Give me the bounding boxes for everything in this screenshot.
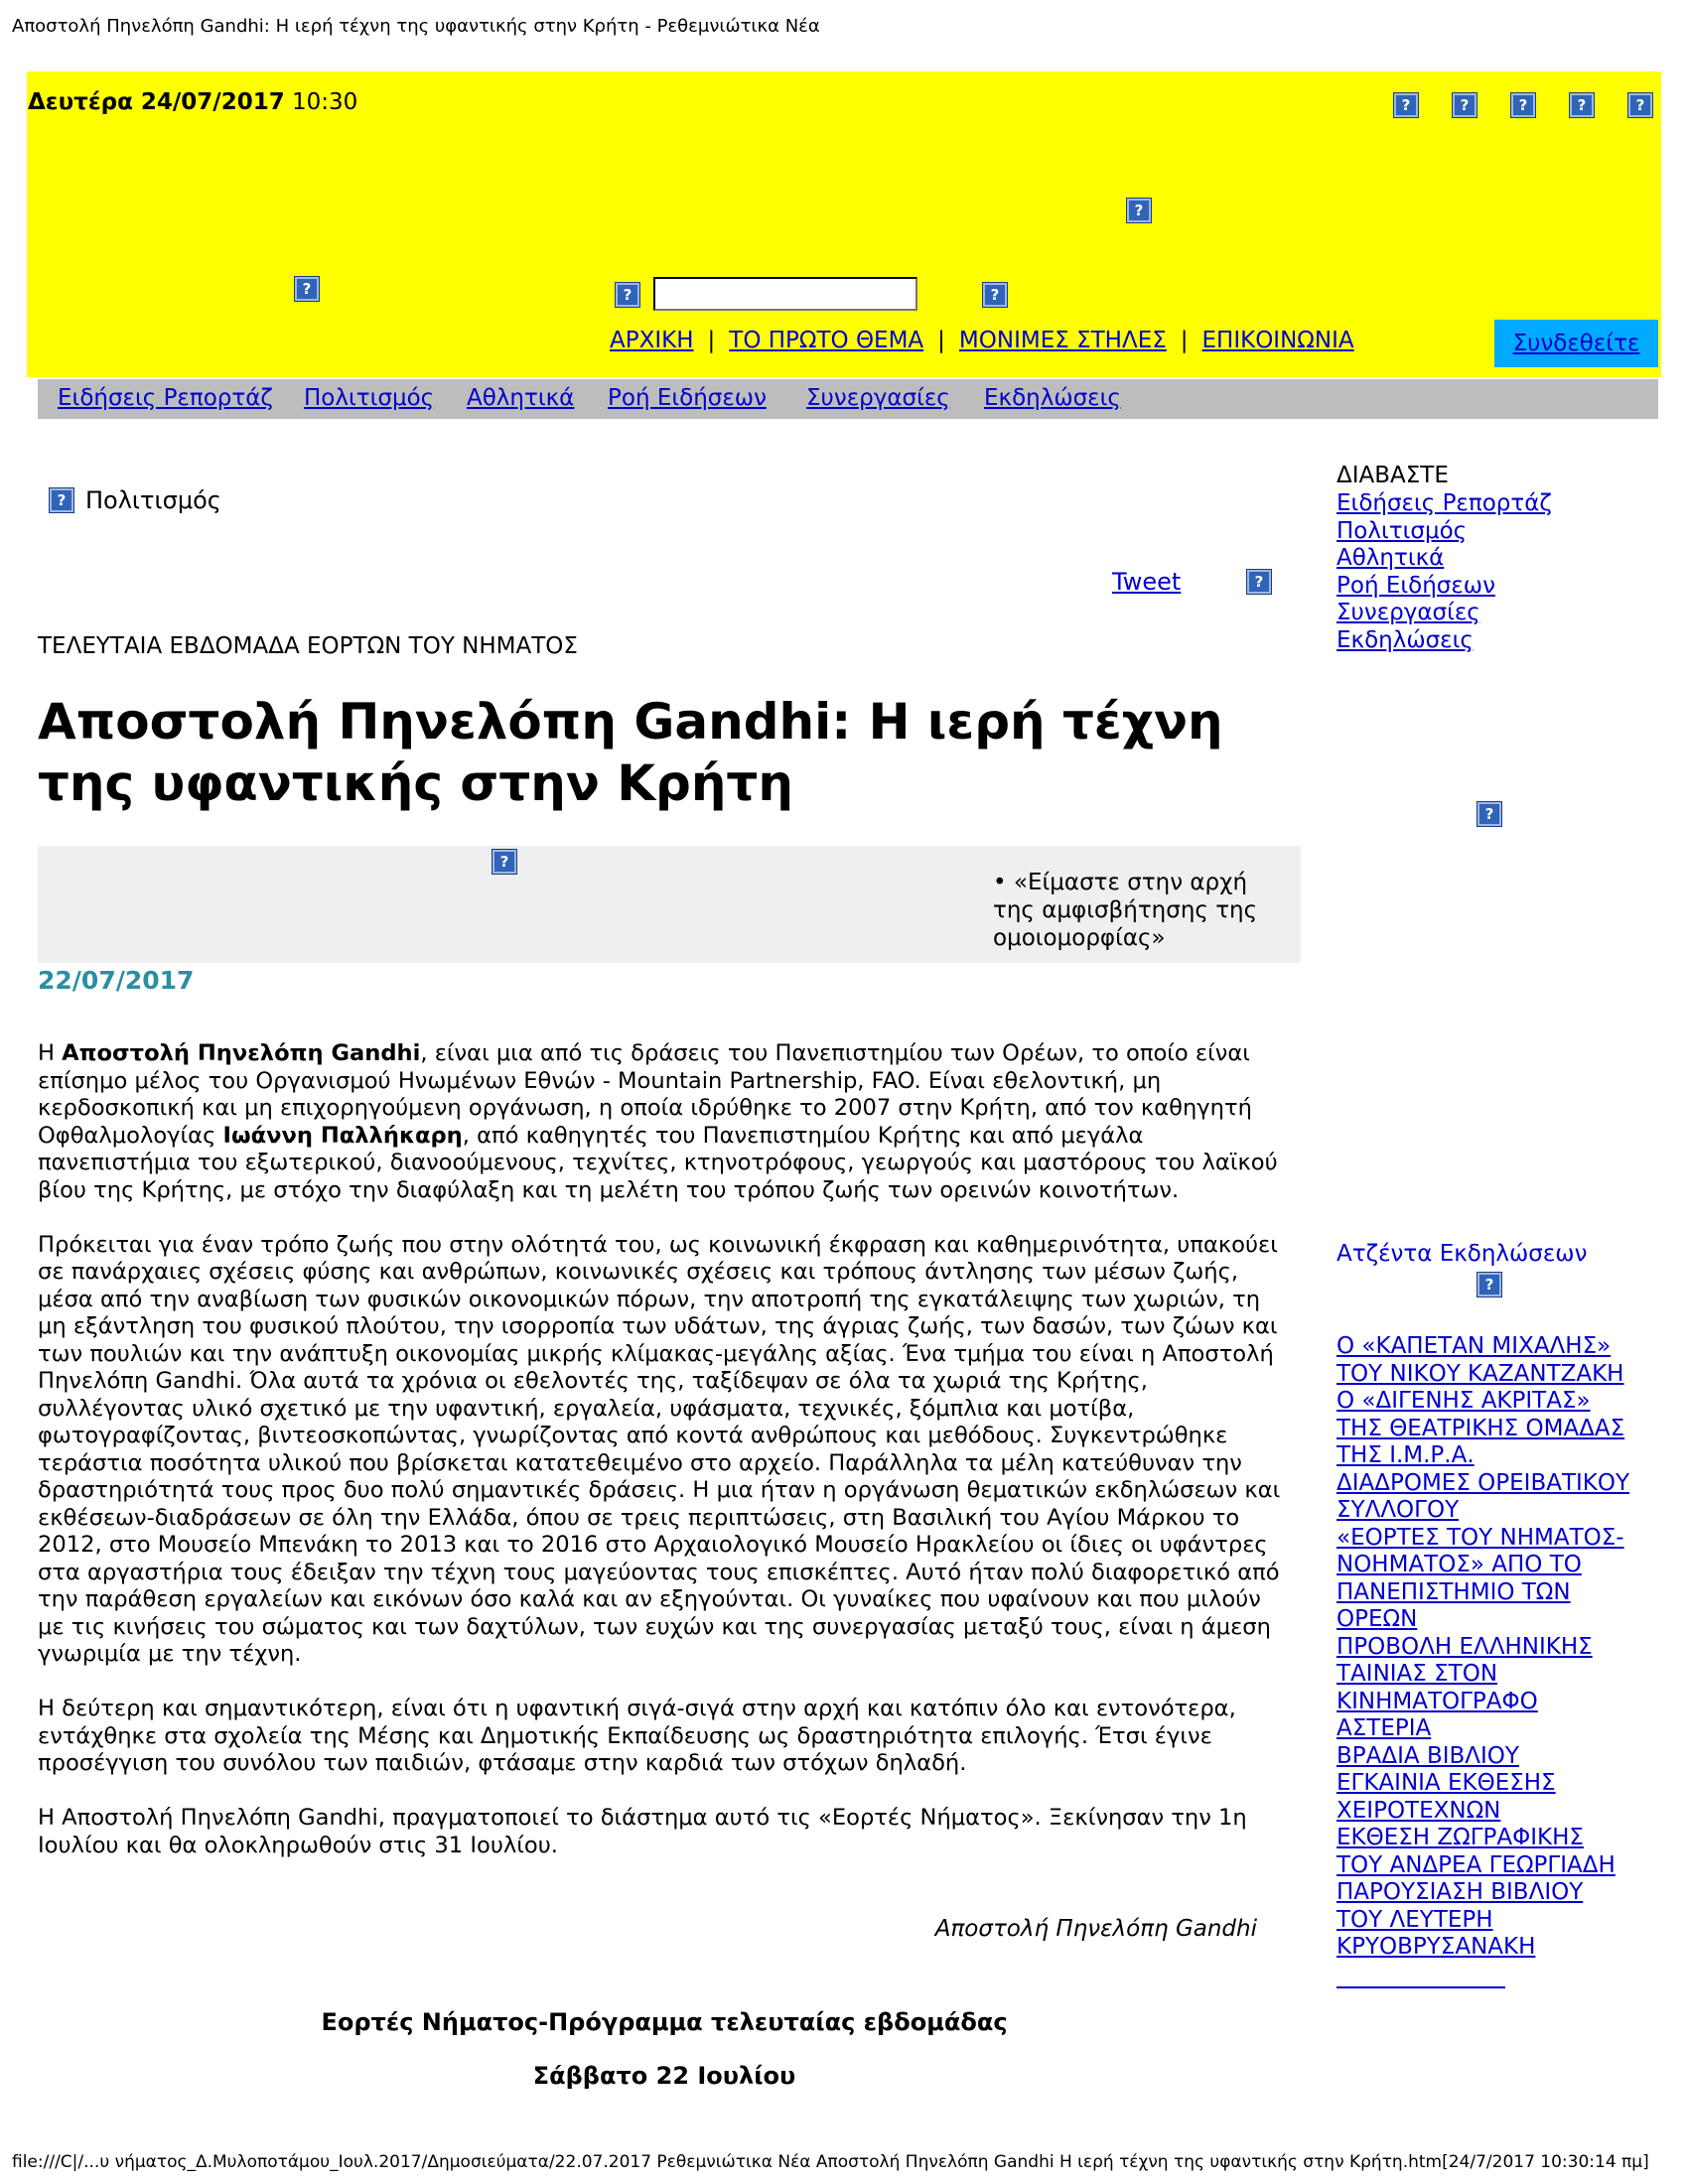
agenda-item[interactable]: ΠΡΟΒΟΛΗ ΕΛΛΗΝΙΚΗΣ ΤΑΙΝΙΑΣ ΣΤΟΝ ΚΙΝΗΜΑΤΟΓΡΑΦΟ ΑΣΤΕΡΙΑ xyxy=(1336,1633,1593,1741)
paragraph: Η δεύτερη και σημαντικότερη, είναι ότι η υφαντική σιγά-σιγά στην αρχή και κατόπιν όλο και εντονότερα, εντάχθηκε στα σχολεία της Μέσης και Δημοτικής Εκπαίδευσης ως δραστηριότητα επιλογής. Έτσι έγινε προσέγγιση του συνόλου των παιδιών, φτάσαμε στην καρδιά των στόχων δηλαδή. xyxy=(38,1696,1236,1776)
agenda-list xyxy=(1336,1333,1634,1988)
broken-image-icon: ? xyxy=(295,277,319,301)
agenda-item[interactable]: ΔΙΑΔΡΟΜΕΣ ΟΡΕΙΒΑΤΙΚΟΥ ΣΥΛΛΟΓΟΥ xyxy=(1336,1469,1630,1523)
agenda-item[interactable]: ΕΓΚΑΙΝΙΑ ΕΚΘΕΣΗΣ ΧΕΙΡΟΤΕΧΝΩΝ xyxy=(1336,1770,1556,1824)
broken-image-icon[interactable]: ? xyxy=(1453,93,1477,117)
broken-image-icon[interactable]: ? xyxy=(616,283,639,307)
broken-image-icon[interactable]: ? xyxy=(1247,570,1271,594)
sidebar-read-heading: ΔΙΑΒΑΣΤΕ xyxy=(1336,463,1449,488)
article-kicker: ΤΕΛΕΥΤΑΙΑ ΕΒΔΟΜΑΔΑ ΕΟΡΤΩΝ ΤΟΥ ΝΗΜΑΤΟΣ xyxy=(38,633,578,659)
paragraph-text: , είναι μια από τις δράσεις του Πανεπιστημίου των Ορέων, το οποίο είναι επίσημο μέλος του Οργανισμού Ηνωμένων Εθνών - Mountain Partnership, FAO. Είναι εθελοντική, μη κερδοσκοπική και μη επιχορηγούμενη οργάνωση, η οποία ιδρύθηκε το 2007 στην Κρήτη, από τον καθηγητή Οφθαλμολογίας xyxy=(38,1040,1252,1149)
category-collaborations[interactable]: Συνεργασίες xyxy=(806,385,950,411)
lead-quote: • «Είμαστε στην αρχή της αμφισβήτησης της ομοιομορφίας» xyxy=(993,870,1258,951)
paragraph-bold: Αποστολή Πηνελόπη Gandhi xyxy=(62,1040,421,1066)
category-events[interactable]: Εκδηλώσεις xyxy=(984,385,1121,411)
page-print-header: Αποστολή Πηνελόπη Gandhi: Η ιερή τέχνη της υφαντικής στην Κρήτη - Ρεθεμνιώτικα Νέα xyxy=(12,16,820,37)
nav-separator: | xyxy=(937,328,945,353)
sidebar-link-news-feed[interactable]: Ροή Ειδήσεων xyxy=(1336,572,1495,599)
sidebar-link-events[interactable]: Εκδηλώσεις xyxy=(1336,626,1474,653)
tweet-button[interactable]: Tweet xyxy=(1112,568,1182,596)
login-button[interactable]: Συνδεθείτε xyxy=(1494,320,1658,367)
agenda-item[interactable]: ΠΑΡΟΥΣΙΑΣΗ ΒΙΒΛΙΟΥ ΤΟΥ ΛΕΥΤΕΡΗ ΚΡΥΟΒΡΥΣΑΝΑΚΗ xyxy=(1336,1879,1584,1960)
search-input[interactable] xyxy=(653,277,917,311)
page-print-footer: file:///C|/...υ νήματος_Δ.Μυλοποτάμου_Ιουλ.2017/Δημοσιεύματα/22.07.2017 Ρεθεμνιώτικα Νέα Αποστολή Πηνελόπη Gandhi Η ιερή τέχνη της υφαντικής στην Κρήτη.htm[24/7/2017 10:30:14 πμ] xyxy=(12,2152,1649,2172)
lead-quote-text: «Είμαστε στην αρχή της αμφισβήτησης της ομοιομορφίας» xyxy=(993,870,1258,951)
category-bar xyxy=(38,379,1658,419)
paragraph-text: , από καθηγητές του Πανεπιστημίου Κρήτης και από μεγάλα πανεπιστήμια του εξωτερικού, διανοούμενους, τεχνίτες, κτηνοτρόφους, γεωργούς και μαστόρους του λαϊκού βίου της Κρήτης, με στόχο την διαφύλαξη και τη μελέτη του τρόπου ζωής των ορεινών κοινοτήτων. xyxy=(38,1122,1278,1203)
program-day: Σάββατο 22 Ιουλίου xyxy=(532,2062,796,2090)
agenda-item[interactable]: «ΕΟΡΤΕΣ ΤΟΥ ΝΗΜΑΤΟΣ-ΝΟΗΜΑΤΟΣ» ΑΠΟ ΤΟ ΠΑΝΕΠΙΣΤΗΜΙΟ ΤΩΝ ΟΡΕΩΝ xyxy=(1336,1524,1624,1632)
program-heading xyxy=(38,1995,1291,2103)
agenda-item[interactable]: Ο «ΔΙΓΕΝΗΣ ΑΚΡΙΤΑΣ» ΤΗΣ ΘΕΑΤΡΙΚΗΣ ΟΜΑΔΑΣ ΤΗΣ Ι.Μ.Ρ.Α. xyxy=(1336,1388,1625,1468)
sidebar-link-news[interactable]: Ειδήσεις Ρεπορτάζ xyxy=(1336,490,1552,516)
category-culture[interactable]: Πολιτισμός xyxy=(304,385,435,411)
article-signature: Αποστολή Πηνελόπη Gandhi xyxy=(934,1916,1257,1942)
paragraph xyxy=(38,1040,1291,1204)
paragraph-text: Η xyxy=(38,1040,63,1066)
nav-separator: | xyxy=(1180,328,1189,353)
nav-home[interactable]: ΑΡΧΙΚΗ xyxy=(610,328,694,353)
broken-image-icon: ? xyxy=(492,850,516,874)
nav-columns[interactable]: ΜΟΝΙΜΕΣ ΣΤΗΛΕΣ xyxy=(958,328,1167,353)
nav-separator: | xyxy=(707,328,716,353)
article-title: Αποστολή Πηνελόπη Gandhi: Η ιερή τέχνη της υφαντικής στην Κρήτη xyxy=(38,693,1223,812)
category-sports[interactable]: Αθλητικά xyxy=(467,385,575,411)
broken-image-icon[interactable]: ? xyxy=(1511,93,1535,117)
paragraph: Η Αποστολή Πηνελόπη Gandhi, πραγματοποιεί το διάστημα αυτό τις «Εορτές Νήματος». Ξεκίνησαν την 1η Ιουλίου και θα ολοκληρωθούν στις 31 Ιουλίου. xyxy=(38,1805,1247,1858)
category-news[interactable]: Ειδήσεις Ρεπορτάζ xyxy=(58,385,273,411)
agenda-more-link[interactable] xyxy=(1336,1962,1505,1988)
article-body xyxy=(38,1040,1291,1887)
nav-contact[interactable]: ΕΠΙΚΟΙΝΩΝΙΑ xyxy=(1201,328,1354,353)
broken-image-icon[interactable]: ? xyxy=(1628,93,1652,117)
header-date-day: Δευτέρα 24/07/2017 xyxy=(28,89,285,115)
sidebar-link-culture[interactable]: Πολιτισμός xyxy=(1336,517,1468,544)
article-date: 22/07/2017 xyxy=(38,966,195,995)
program-title: Εορτές Νήματος-Πρόγραμμα τελευταίας εβδομάδας xyxy=(321,2008,1008,2036)
header-date xyxy=(28,89,357,115)
section-label: Πολιτισμός xyxy=(85,486,221,514)
broken-image-icon: ? xyxy=(1477,802,1501,826)
sidebar-read-links xyxy=(1336,490,1552,654)
nav-top-story[interactable]: ΤΟ ΠΡΩΤΟ ΘΕΜΑ xyxy=(729,328,924,353)
category-news-feed[interactable]: Ροή Ειδήσεων xyxy=(608,385,767,411)
broken-image-icon[interactable]: ? xyxy=(1394,93,1418,117)
top-nav xyxy=(610,328,1354,353)
paragraph-bold: Ιωάννη Παλλήκαρη xyxy=(222,1122,463,1149)
broken-image-icon: ? xyxy=(1127,199,1151,222)
broken-image-icon[interactable]: ? xyxy=(983,283,1007,307)
agenda-item[interactable]: ΒΡΑΔΙΑ ΒΙΒΛΙΟΥ xyxy=(1336,1742,1519,1769)
sidebar-link-collaborations[interactable]: Συνεργασίες xyxy=(1336,600,1480,625)
agenda-item[interactable]: Ο «ΚΑΠΕΤΑΝ ΜΙΧΑΛΗΣ» ΤΟΥ ΝΙΚΟΥ ΚΑΖΑΝΤΖΑΚΗ xyxy=(1336,1333,1624,1387)
broken-image-icon[interactable]: ? xyxy=(1570,93,1594,117)
header-time: 10:30 xyxy=(292,89,358,115)
agenda-heading: Ατζέντα Εκδηλώσεων xyxy=(1336,1241,1588,1267)
agenda-item[interactable]: ΕΚΘΕΣΗ ΖΩΓΡΑΦΙΚΗΣ ΤΟΥ ΑΝΔΡΕΑ ΓΕΩΡΓΙΑΔΗ xyxy=(1336,1825,1616,1878)
sidebar-link-sports[interactable]: Αθλητικά xyxy=(1336,545,1445,571)
broken-image-icon: ? xyxy=(1477,1273,1501,1297)
broken-image-icon: ? xyxy=(50,488,73,512)
paragraph: Πρόκειται για έναν τρόπο ζωής που στην ολότητά του, ως κοινωνική έκφραση και καθημερινότητα, υπακούει σε πανάρχαιες σχέσεις φύσης και ανθρώπων, κοινωνικές σχέσεις και τρόπους άντλησης των μέσων ζωής, μέσα από την αναβίωση των φυσικών οικονομικών πόρων, την αποτροπή της εγκατάλειψης των χωριών, τη μη εξάντληση του φυσικού πλούτου, την ισορροπία των υδάτων, της άγριας ζωής, των δασών, των ζώων και των πουλιών και την ανάπτυξη οικονομίας μικρής κλίμακας-μεγάλης αξίας. Ένα τμήμα του είναι η Αποστολή Πηνελόπη Gandhi. Όλα αυτά τα χρόνια οι εθελοντές της, ταξίδεψαν σε όλα τα χωριά της Κρήτης, συλλέγοντας υλικό σχετικό με την υφαντική, εργαλεία, υφάσματα, τεχνικές, ξόμπλια και μοτίβα, φωτογραφίζοντας, βιντεοσκοπώντας, γνωρίζοντας από κοντά ανθρώπους και μεθόδους. Συγκεντρώθηκε τεράστια ποσότητα υλικού που βρίσκεται κατατεθειμένο στο αρχείο. Παράλληλα τα μέλη κατεύθυναν την δραστηριότητά τους προς δυο πολύ σημαντικές δράσεις. Η μια ήταν η οργάνωση θεματικών εκδηλώσεων και εκθέσεων-διαδράσεων σε όλη την Ελλάδα, όπου σε τρεις περιπτώσεις, στη Βασιλική του Αγίου Μάρκου το 2012, στο Μουσείο Μπενάκη το 2013 και το 2016 στο Αρχαιολογικό Μουσείο Ηρακλείου οι ίδιες οι υφάντρες στα αργαστήρια τους έδειξαν την τέχνη τους μαγεύοντας τους επισκέπτες. Αυτό ήταν πολύ διαφορετικό από την παράθεση εργαλείων και εικόνων όσο καλά και αν εξηγούνται. Οι γυναίκες που υφαίνουν και που μιλούν με τις κινήσεις του σώματος και των δαχτύλων, των ευχών και της συνεργασίας μεταξύ τους, είναι η άμεση γνωριμία με την τέχνη. xyxy=(38,1231,1281,1667)
